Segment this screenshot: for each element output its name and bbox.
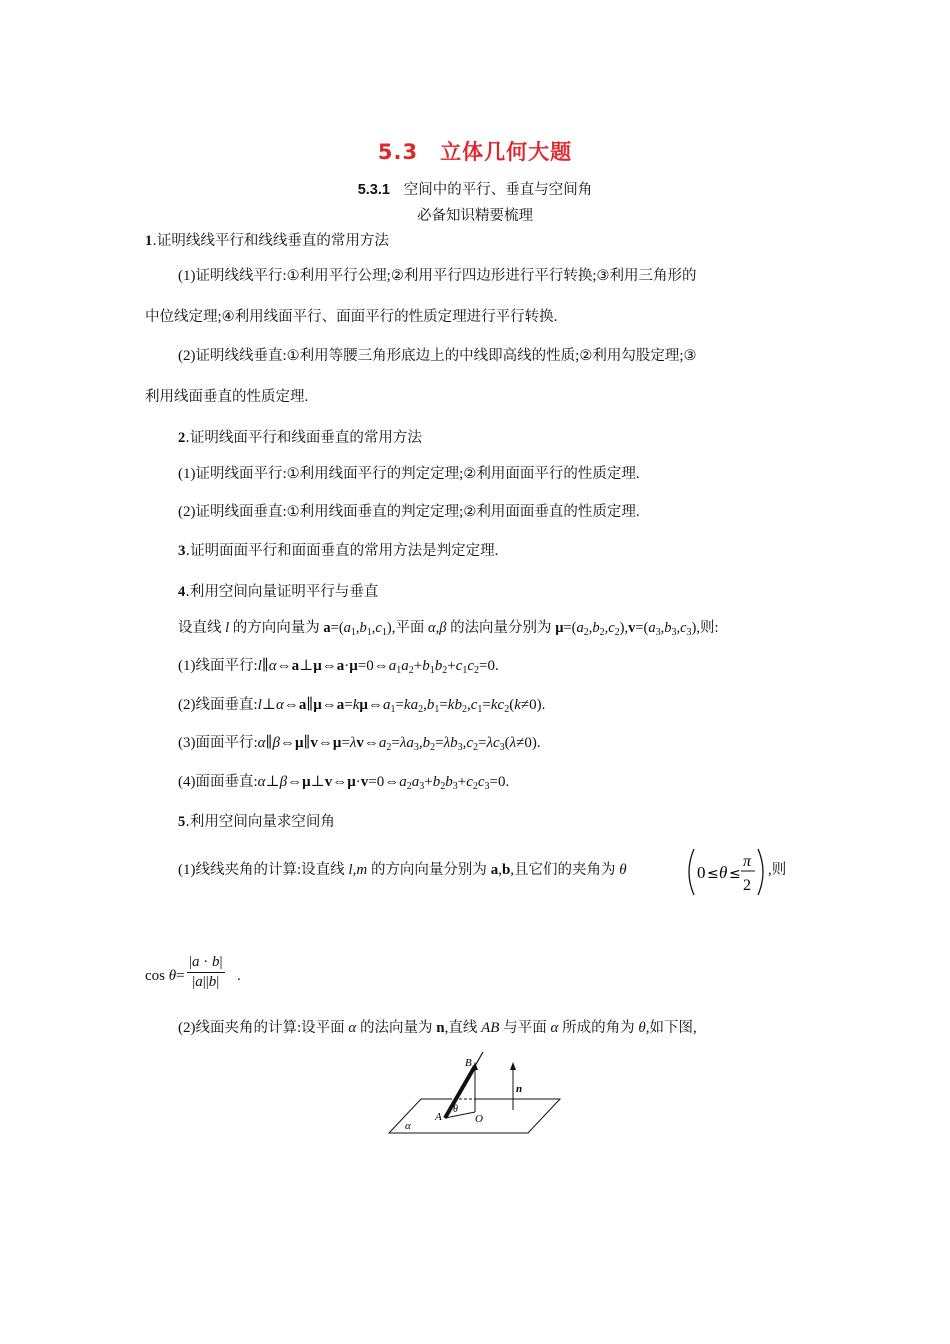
s3-text: 3.证明面面平行和面面垂直的常用方法是判定定理. bbox=[178, 543, 499, 559]
theta-range bbox=[686, 847, 768, 895]
s4-item-4: (4)面面垂直$:\alpha\perp\beta\Leftrightarrow\mu\perp v\Leftrightarrow\mu\cdot v=0\Leftrightarrow a_2a_3+b_2b_3+c_2c_3=0$. bbox=[178, 774, 510, 792]
heading-5-text: .利用空间向量求空间角 bbox=[185, 814, 335, 830]
s1-p1-line2: 中位线定理;④利用线面平行、面面平行的性质定理进行平行转换. bbox=[145, 309, 558, 325]
label-B: B bbox=[465, 1057, 472, 1069]
label-alpha: α bbox=[405, 1120, 411, 1132]
label-O: O bbox=[475, 1113, 483, 1125]
heading-2 bbox=[178, 426, 422, 447]
s1-p1-line1: (1)证明线线平行:①利用平行公理;②利用平行四边形进行平行转换;③利用三角形的 bbox=[178, 268, 697, 284]
heading-1-number: 1 bbox=[145, 233, 153, 249]
heading-4 bbox=[178, 580, 378, 601]
line-AB-thick bbox=[445, 1066, 475, 1118]
s5-p1: (1)线线夹角的计算:设直线 l,m 的方向向量分别为 a,b,且它们的夹角为 θ bbox=[178, 862, 627, 878]
label-n: n bbox=[516, 1083, 523, 1095]
heading-2-text: .证明线面平行和线面垂直的常用方法 bbox=[185, 430, 422, 446]
heading-1-text: .证明线线平行和线线垂直的常用方法 bbox=[152, 233, 389, 249]
fraction bbox=[187, 953, 225, 992]
label-theta: θ bbox=[453, 1104, 458, 1115]
numerator: |a · b| bbox=[187, 953, 225, 973]
s2-p2: (2)证明线面垂直:①利用线面垂直的判定定理;②利用面面垂直的性质定理. bbox=[178, 504, 640, 520]
theta-range-expression bbox=[686, 847, 768, 897]
s4-item-2: (2)线面垂直$:l\perp\alpha\Leftrightarrow a\parallel\mu\Leftrightarrow a=k\mu\Leftrightarrow a_1=ka_2,b_1=kb_2,c_1=kc_2(k\ne 0)$. bbox=[178, 697, 546, 715]
s4-intro: 设直线 l 的方向向量为 $a=(a_1,b_1,c_1)$,平面 α,β 的法向量分别为 $\mu=(a_2,b_2,c_2),v=(a_3,b_3,c_3)$,则: bbox=[178, 620, 719, 638]
s3-number: 3 bbox=[178, 543, 186, 559]
s1-p2-line2: 利用线面垂直的性质定理. bbox=[145, 389, 309, 405]
plane-angle-diagram bbox=[385, 1048, 565, 1138]
label-A: A bbox=[435, 1111, 442, 1123]
cos-formula-lead: cos θ= bbox=[145, 968, 185, 984]
heading-5-number: 5 bbox=[178, 814, 186, 830]
geometry-figure bbox=[385, 1048, 565, 1138]
heading-1 bbox=[145, 229, 389, 250]
subtitle-text: 空间中的平行、垂直与空间角 bbox=[403, 182, 593, 198]
page-title: 5.3 立体几何大题 bbox=[377, 140, 573, 164]
section-subtitle-2: 必备知识精要梳理 bbox=[417, 208, 533, 224]
section-subtitle bbox=[0, 178, 950, 199]
s4-item-1: (1)线面平行$:l\parallel\alpha\Leftrightarrow a\perp\mu\Leftrightarrow a\cdot\mu=0\Leftrightarrow a_1a_2+b_1b_2+c_1c_2=0$. bbox=[178, 658, 499, 676]
svg-text:0: 0 bbox=[697, 863, 706, 882]
subtitle-number: 5.3.1 bbox=[357, 182, 390, 198]
s4-item-3: (3)面面平行$:\alpha\parallel\beta\Leftrightarrow\mu\parallel v\Leftrightarrow\mu=\lambda v\Leftrightarrow a_2=\lambda a_3,b_2=\lambda b_3,c_2=\lambda c_3(\lambda\ne 0)$. bbox=[178, 735, 541, 753]
s2-p1: (1)证明线面平行:①利用线面平行的判定定理;②利用面面平行的性质定理. bbox=[178, 466, 640, 482]
heading-5 bbox=[178, 810, 335, 831]
s5-p1-tail: ,则 bbox=[768, 862, 787, 878]
heading-4-text: .利用空间向量证明平行与垂直 bbox=[185, 584, 379, 600]
heading-2-number: 2 bbox=[178, 430, 186, 446]
s1-p2-line1: (2)证明线线垂直:①利用等腰三角形底边上的中线即高线的性质;②利用勾股定理;③ bbox=[178, 348, 697, 364]
svg-text:≤: ≤ bbox=[707, 866, 719, 882]
svg-text:≤: ≤ bbox=[729, 866, 741, 882]
cos-formula-end: . bbox=[237, 968, 241, 984]
s5-p2: (2)线面夹角的计算:设平面 α 的法向量为 n,直线 AB 与平面 α 所成的角为 θ,如下图, bbox=[178, 1020, 697, 1036]
denominator: |a||b| bbox=[192, 974, 220, 990]
svg-text:2: 2 bbox=[743, 877, 751, 894]
cos-formula-fraction bbox=[187, 953, 225, 992]
heading-4-number: 4 bbox=[178, 584, 186, 600]
svg-text:θ: θ bbox=[719, 863, 728, 882]
svg-text:π: π bbox=[743, 853, 752, 870]
